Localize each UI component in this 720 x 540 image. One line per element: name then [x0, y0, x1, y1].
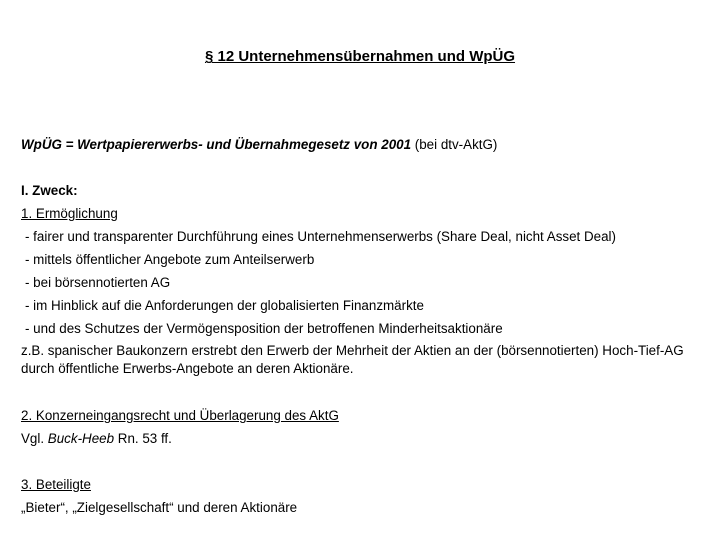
spacer [21, 156, 711, 179]
spacer [21, 381, 711, 404]
section3-heading: 3. Beteiligte [21, 477, 91, 492]
section1-heading: I. Zweck: [21, 183, 78, 198]
example-paragraph: z.B. spanischer Baukonzern erstrebt den Erwerb der Mehrheit der Aktien an der (börsennotierten) Hoch-Tief-AG durch öffentliche Erwerbs-Angebote an deren Aktionäre. [21, 343, 684, 376]
definition-line [21, 133, 711, 156]
slide-body [21, 133, 711, 519]
list-item: - mittels öffentlicher Angebote zum Anteilserwerb [25, 252, 315, 267]
definition-suffix: (bei dtv-AktG) [411, 137, 498, 152]
definition-term: WpÜG = Wertpapiererwerbs- und Übernahmegesetz von 2001 [21, 137, 412, 152]
list-item: - und des Schutzes der Vermögensposition der betroffenen Minderheitsaktionäre [25, 321, 503, 336]
spacer [21, 450, 711, 473]
section1-subheading: 1. Ermöglichung [21, 206, 118, 221]
list-item: - fairer und transparenter Durchführung eines Unternehmenserwerbs (Share Deal, nicht Asset Deal) [25, 229, 616, 244]
reference-suffix: Rn. 53 ff. [114, 431, 172, 446]
section2-reference [21, 427, 711, 450]
list-item: - bei börsennotierten AG [25, 275, 171, 290]
reference-prefix: Vgl. [21, 431, 48, 446]
list-item: - im Hinblick auf die Anforderungen der globalisierten Finanzmärkte [25, 298, 424, 313]
section2-heading: 2. Konzerneingangsrecht und Überlagerung des AktG [21, 408, 339, 423]
reference-author: Buck-Heeb [47, 431, 115, 446]
slide-title: § 12 Unternehmensübernahmen und WpÜG [204, 48, 516, 65]
section3-text: „Bieter“, „Zielgesellschaft“ und deren Aktionäre [21, 500, 298, 515]
